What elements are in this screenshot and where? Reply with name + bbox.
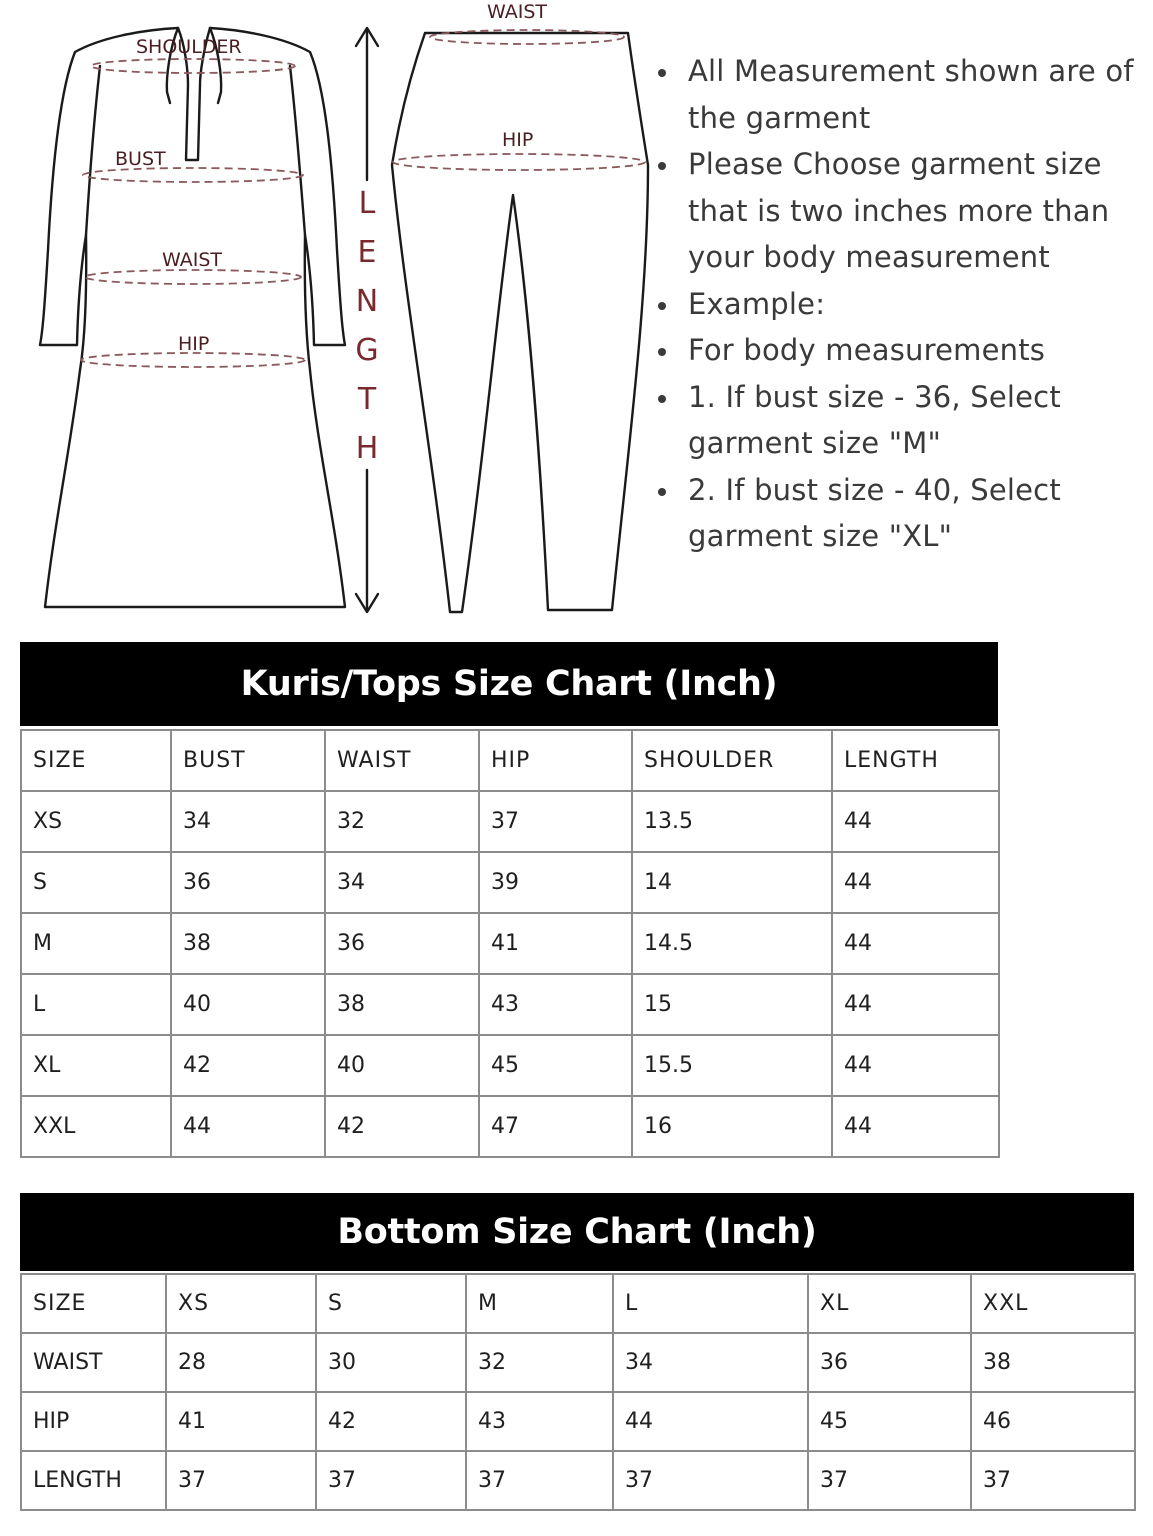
pant-outline (392, 33, 648, 612)
table-cell: 15.5 (632, 1035, 832, 1096)
table-cell: 14.5 (632, 913, 832, 974)
length-letter: H (355, 431, 379, 466)
table-cell: 37 (613, 1451, 808, 1510)
table-cell: 44 (832, 791, 999, 852)
table-cell: 34 (171, 791, 325, 852)
table-cell: 44 (832, 852, 999, 913)
table-row (21, 1333, 1135, 1392)
table-cell: 34 (325, 852, 479, 913)
note-item: Example: (652, 281, 1152, 328)
kurti-waist-line (85, 270, 301, 284)
table-cell: XL (21, 1035, 171, 1096)
table-cell: 34 (613, 1333, 808, 1392)
table-cell: S (21, 852, 171, 913)
note-item: Please Choose garment size that is two inches more than your body measurement (652, 141, 1152, 281)
kurti-hip-label: HIP (178, 333, 210, 355)
bottom-size-table (20, 1273, 1136, 1511)
table-cell: 45 (479, 1035, 632, 1096)
table-cell: M (21, 913, 171, 974)
measurement-notes (652, 48, 1152, 560)
table-row (21, 1035, 999, 1096)
kurti-shoulder-line (91, 59, 295, 73)
table-cell: 37 (316, 1451, 466, 1510)
table-cell: 37 (971, 1451, 1135, 1510)
garment-diagram (0, 0, 650, 625)
table-cell: L (21, 974, 171, 1035)
table-cell: 13.5 (632, 791, 832, 852)
table-cell: WAIST (21, 1333, 166, 1392)
header-cell: XS (166, 1274, 316, 1333)
table-cell: XXL (21, 1096, 171, 1157)
length-letter: N (355, 284, 379, 319)
table-cell: 45 (808, 1392, 971, 1451)
table-row (21, 1096, 999, 1157)
kurti-waist-label: WAIST (162, 249, 223, 271)
kurti-hip-line (81, 353, 305, 367)
table-cell: 37 (466, 1451, 613, 1510)
table-cell: 40 (325, 1035, 479, 1096)
table-cell: 32 (325, 791, 479, 852)
pant-hip-label: HIP (502, 129, 534, 151)
table-cell: 36 (808, 1333, 971, 1392)
table-cell: HIP (21, 1392, 166, 1451)
pant-hip-line (393, 154, 645, 170)
table-cell: 38 (971, 1333, 1135, 1392)
table-cell: 15 (632, 974, 832, 1035)
table-row (21, 974, 999, 1035)
header-cell: XXL (971, 1274, 1135, 1333)
table-cell: 47 (479, 1096, 632, 1157)
table-cell: 39 (479, 852, 632, 913)
header-cell: WAIST (325, 730, 479, 791)
bust-label: BUST (115, 148, 166, 170)
table-cell: 37 (479, 791, 632, 852)
header-cell: BUST (171, 730, 325, 791)
table-cell: 44 (613, 1392, 808, 1451)
table-cell: 40 (171, 974, 325, 1035)
table-row (21, 791, 999, 852)
table-cell: 14 (632, 852, 832, 913)
length-letter: G (355, 333, 379, 368)
bottom-chart-title: Bottom Size Chart (Inch) (20, 1193, 1134, 1271)
note-item: For body measurements (652, 327, 1152, 374)
header-cell: SHOULDER (632, 730, 832, 791)
table-cell: 41 (166, 1392, 316, 1451)
pant-waist-label: WAIST (487, 1, 548, 23)
table-cell: 44 (171, 1096, 325, 1157)
table-cell: 44 (832, 913, 999, 974)
header-cell: HIP (479, 730, 632, 791)
table-cell: LENGTH (21, 1451, 166, 1510)
table-cell: 37 (166, 1451, 316, 1510)
table-cell: 43 (479, 974, 632, 1035)
table-row (21, 1451, 1135, 1510)
kurti-bust-line (83, 168, 303, 182)
table-cell: 32 (466, 1333, 613, 1392)
header-cell: LENGTH (832, 730, 999, 791)
table-cell: 46 (971, 1392, 1135, 1451)
table-header-row (21, 730, 999, 791)
header-cell: M (466, 1274, 613, 1333)
note-item: 1. If bust size - 36, Select garment size "M" (652, 374, 1152, 467)
table-cell: 42 (316, 1392, 466, 1451)
table-row (21, 913, 999, 974)
table-cell: XS (21, 791, 171, 852)
table-cell: 44 (832, 1035, 999, 1096)
table-cell: 41 (479, 913, 632, 974)
note-item: All Measurement shown are of the garment (652, 48, 1152, 141)
table-cell: 42 (325, 1096, 479, 1157)
table-cell: 36 (325, 913, 479, 974)
length-letter: E (357, 235, 377, 270)
table-cell: 16 (632, 1096, 832, 1157)
header-cell: SIZE (21, 730, 171, 791)
table-cell: 42 (171, 1035, 325, 1096)
header-cell: S (316, 1274, 466, 1333)
table-row (21, 852, 999, 913)
table-cell: 38 (171, 913, 325, 974)
header-cell: SIZE (21, 1274, 166, 1333)
header-cell: L (613, 1274, 808, 1333)
shoulder-label: SHOULDER (136, 36, 242, 58)
table-cell: 44 (832, 1096, 999, 1157)
length-letter: L (358, 186, 376, 221)
kurti-chart-title: Kuris/Tops Size Chart (Inch) (20, 642, 998, 726)
header-cell: XL (808, 1274, 971, 1333)
table-cell: 30 (316, 1333, 466, 1392)
table-header-row (21, 1274, 1135, 1333)
table-cell: 36 (171, 852, 325, 913)
table-cell: 43 (466, 1392, 613, 1451)
kurti-size-table (20, 729, 1000, 1158)
kurti-outline (40, 28, 345, 607)
length-letter: T (357, 382, 377, 417)
table-cell: 37 (808, 1451, 971, 1510)
note-item: 2. If bust size - 40, Select garment size "XL" (652, 467, 1152, 560)
table-row (21, 1392, 1135, 1451)
table-cell: 38 (325, 974, 479, 1035)
table-cell: 44 (832, 974, 999, 1035)
table-cell: 28 (166, 1333, 316, 1392)
